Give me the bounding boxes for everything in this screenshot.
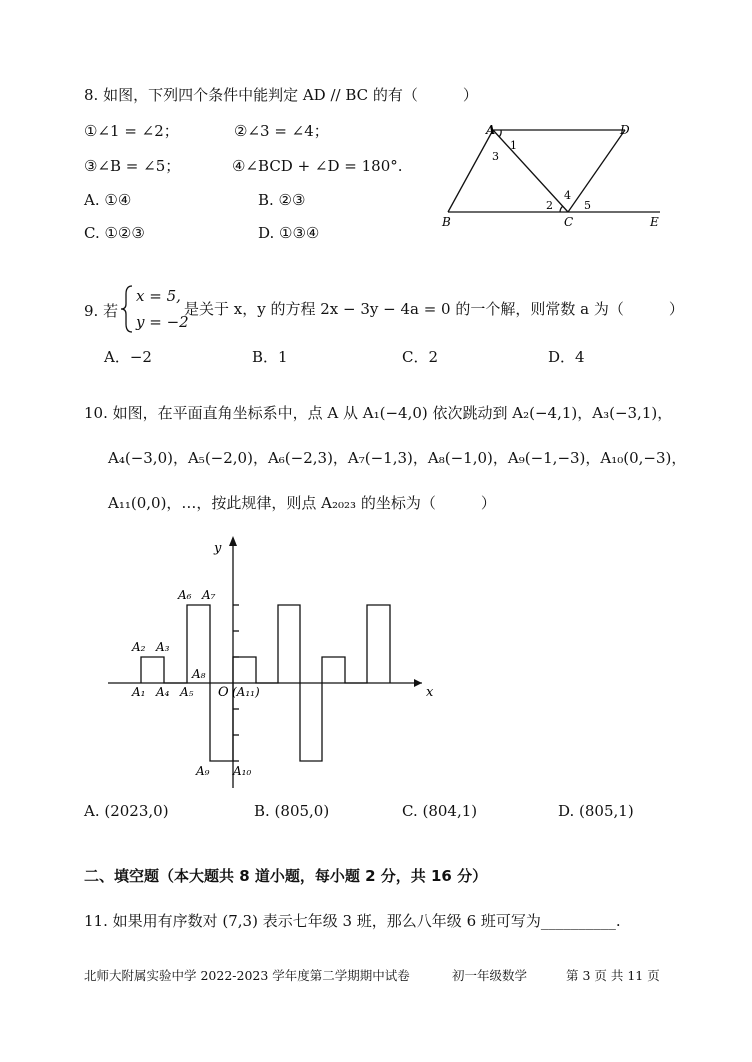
q8-option-c: C. ①②③	[84, 224, 145, 242]
q10-line-1: 10. 如图，在平面直角坐标系中，点 A 从 A₁(−4,0) 依次跳动到 A₂(−4,1)，A₃(−3,1)，	[84, 404, 673, 422]
q9-option-d: D．4	[548, 348, 585, 366]
angle-arc-c	[560, 206, 563, 212]
angle-arc-a	[499, 130, 501, 137]
a1-label: A₁	[132, 685, 146, 699]
q8-parallelogram-figure	[430, 118, 680, 236]
label-c: C	[564, 215, 574, 229]
a6-label: A₆	[178, 588, 192, 602]
y-label: y	[214, 541, 222, 556]
segment-ab	[448, 130, 493, 212]
footer-subject: 初一年级数学	[452, 968, 528, 983]
angle-label-1: 1	[510, 139, 517, 152]
angle-label-3: 3	[492, 150, 499, 163]
q11-text: 11. 如果用有序数对 (7,3) 表示七年级 3 班，那么八年级 6 班可写为__________.	[84, 912, 621, 930]
footer-page-number: 第 3 页 共 11 页	[566, 968, 660, 983]
q8-condition-4: ④∠BCD + ∠D = 180°.	[232, 157, 403, 175]
angle-label-4: 4	[564, 189, 571, 202]
angle-label-2: 2	[546, 199, 553, 212]
jump-path	[141, 605, 390, 761]
segment-ac	[493, 130, 568, 212]
label-d: D	[620, 123, 630, 137]
a5-label: A₅	[180, 685, 194, 699]
q8-option-d: D. ①③④	[258, 224, 320, 242]
q10-line-3: A₁₁(0,0)，…，按此规律，则点 A₂₀₂₃ 的坐标为（ ）	[108, 494, 496, 512]
origin-label: O	[218, 685, 229, 700]
angle-label-5: 5	[584, 199, 591, 212]
q8-option-b: B. ②③	[258, 191, 306, 209]
label-a: A	[486, 123, 496, 137]
q10-line-2: A₄(−3,0)，A₅(−2,0)，A₆(−2,3)，A₇(−1,3)，A₈(−1,0)，A₉(−1,−3)，A₁₀(0,−3)，	[108, 449, 687, 467]
a7-label: A₇	[202, 588, 216, 602]
x-label: x	[426, 685, 434, 700]
a4-label: A₄	[156, 685, 170, 699]
label-e: E	[650, 215, 659, 229]
q9-option-a: A．−2	[104, 348, 152, 366]
q9-equation-2: y = −2	[136, 313, 189, 331]
q10-option-a: A. (2023,0)	[84, 802, 169, 820]
q9-prefix: 9. 若	[84, 302, 119, 320]
a11-label: (A₁₁)	[232, 685, 260, 699]
a9-label: A₉	[196, 764, 210, 778]
footer-school: 北师大附属实验中学 2022-2023 学年度第二学期期中试卷	[84, 968, 410, 983]
q8-condition-1: ①∠1 = ∠2；	[84, 122, 179, 140]
q8-condition-2: ②∠3 = ∠4；	[234, 122, 329, 140]
section-2-heading: 二、填空题（本大题共 8 道小题，每小题 2 分，共 16 分）	[84, 867, 488, 885]
q10-coordinate-graph	[100, 530, 450, 790]
a2-label: A₂	[132, 640, 146, 654]
q10-option-b: B. (805,0)	[254, 802, 330, 820]
y-arrow	[229, 536, 237, 546]
x-arrow	[414, 679, 422, 687]
q8-option-a: A. ①④	[84, 191, 132, 209]
a3-label: A₃	[156, 640, 170, 654]
q10-option-c: C. (804,1)	[402, 802, 478, 820]
q8-condition-3: ③∠B = ∠5；	[84, 157, 181, 175]
a8-label: A₈	[192, 667, 206, 681]
system-brace	[120, 284, 134, 334]
q10-option-d: D. (805,1)	[558, 802, 634, 820]
q9-option-c: C．2	[402, 348, 439, 366]
q9-option-b: B．1	[252, 348, 288, 366]
a10-label: A₁₀	[233, 764, 252, 778]
label-b: B	[442, 215, 451, 229]
q8-stem: 8. 如图，下列四个条件中能判定 AD // BC 的有（ ）	[84, 86, 478, 104]
q9-equation-1: x = 5,	[136, 287, 181, 305]
q9-suffix: 是关于 x，y 的方程 2x − 3y − 4a = 0 的一个解，则常数 a 为（ ）	[184, 300, 684, 318]
segment-dc	[568, 130, 625, 212]
